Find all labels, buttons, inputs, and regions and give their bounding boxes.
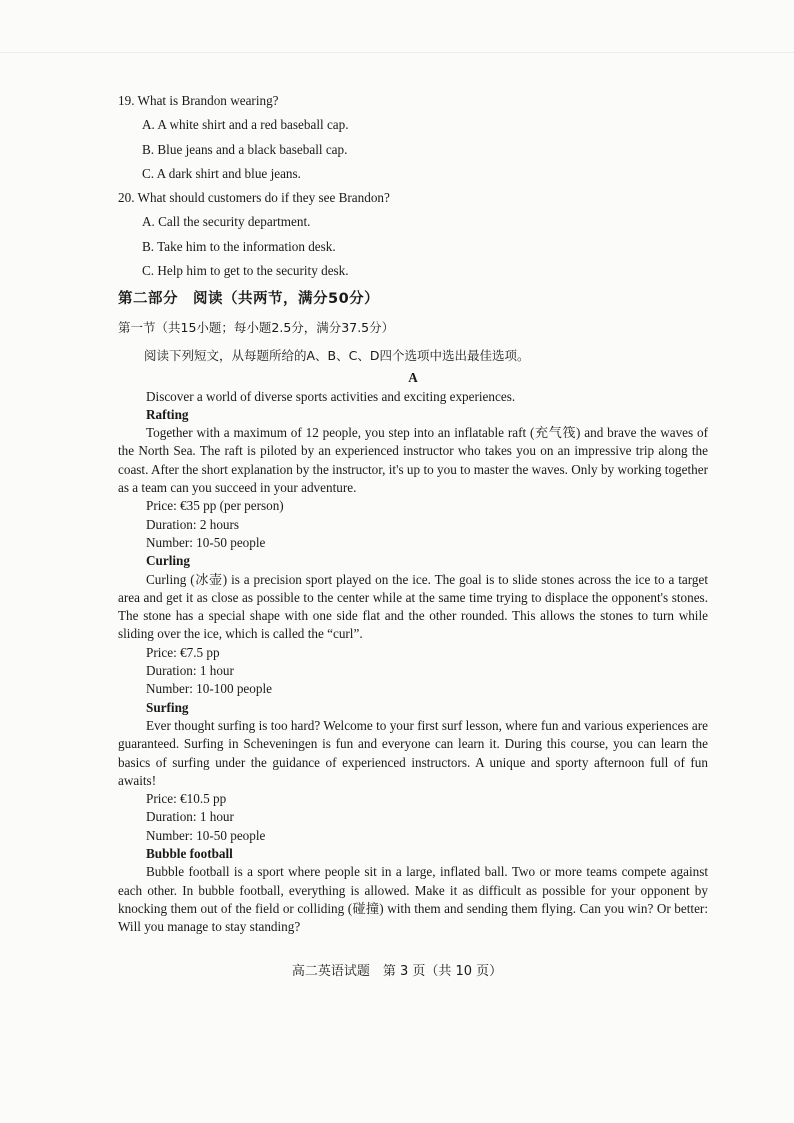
activity-description: Ever thought surfing is too hard? Welcome to your first surf lesson, where fun and various experiences are guaranteed. Surfing in Scheveningen is fun and everyone can learn it. During this course, you can learn the basics of surfing under the guidance of experienced instructors. A unique and sporty afternoon full of fun awaits! xyxy=(118,717,708,788)
question-19 xyxy=(118,92,708,183)
activity-description: Curling (冰壶) is a precision sport played on the ice. The goal is to slide stones across the ice to a target area and get it as close as possible to the center while at the same time trying to displace the opponent's stones. The stone has a special shape with one side flat and the other rounded. This allows the stones to turn while sliding over the ice, which is called the “curl”. xyxy=(118,571,708,642)
scan-edge-line xyxy=(0,52,794,53)
activity-title: Curling xyxy=(146,553,190,569)
question-stem: 19. What is Brandon wearing? xyxy=(118,93,279,108)
activity-description: Bubble football is a sport where people sit in a large, inflated ball. Two or more teams compete against each other. In bubble football, everything is allowed. Make it as difficult as possible for your opponent by knocking them out of the field or colliding (碰撞) with them and sending them flying. Can you win? Or better: Will you manage to stay standing? xyxy=(118,864,708,935)
page-content xyxy=(118,88,708,936)
activity-bubble-football xyxy=(118,845,708,936)
passage-letter: A xyxy=(408,370,418,386)
activity-number: Number: 10-50 people xyxy=(146,534,266,550)
activity-surfing xyxy=(118,699,708,845)
instruction: 阅读下列短文，从每题所给的A、B、C、D四个选项中选出最佳选项。 xyxy=(144,347,530,363)
passage-intro: Discover a world of diverse sports activities and exciting experiences. xyxy=(146,388,516,404)
option-a: A. A white shirt and a red baseball cap. xyxy=(142,117,349,133)
activity-description: Together with a maximum of 12 people, you step into an inflatable raft (充气筏) and brave the waves of the North Sea. The raft is piloted by an experienced instructor who takes you on an impressive trip along the coast. After the short explanation by the instructor, it's up to you to master the waves. Only by working together as a team can you succeed in your adventure. xyxy=(118,425,708,496)
option-b: B. Blue jeans and a black baseball cap. xyxy=(142,141,348,157)
part-heading: 第二部分 阅读（共两节，满分50分） xyxy=(118,291,380,308)
option-c: C. A dark shirt and blue jeans. xyxy=(142,165,301,181)
activity-duration: Duration: 1 hour xyxy=(146,809,234,825)
option-c: C. Help him to get to the security desk. xyxy=(142,263,349,279)
activity-duration: Duration: 1 hour xyxy=(146,663,234,679)
activity-number: Number: 10-100 people xyxy=(146,681,272,697)
activity-number: Number: 10-50 people xyxy=(146,827,266,843)
activity-price: Price: €7.5 pp xyxy=(146,644,220,660)
section-heading: 第一节（共15小题；每小题2.5分，满分37.5分） xyxy=(118,319,395,335)
activity-rafting xyxy=(118,406,708,552)
option-a: A. Call the security department. xyxy=(142,214,311,230)
activity-price: Price: €10.5 pp xyxy=(146,791,227,807)
activity-duration: Duration: 2 hours xyxy=(146,516,240,532)
page-footer: 高二英语试题 第 3 页（共 10 页） xyxy=(291,964,503,979)
activity-title: Bubble football xyxy=(146,845,233,861)
question-20 xyxy=(118,189,708,280)
activity-price: Price: €35 pp (per person) xyxy=(146,498,284,514)
activity-title: Rafting xyxy=(146,406,189,422)
activity-title: Surfing xyxy=(146,699,189,715)
option-b: B. Take him to the information desk. xyxy=(142,238,336,254)
activity-curling xyxy=(118,552,708,698)
question-stem: 20. What should customers do if they see Brandon? xyxy=(118,190,390,206)
